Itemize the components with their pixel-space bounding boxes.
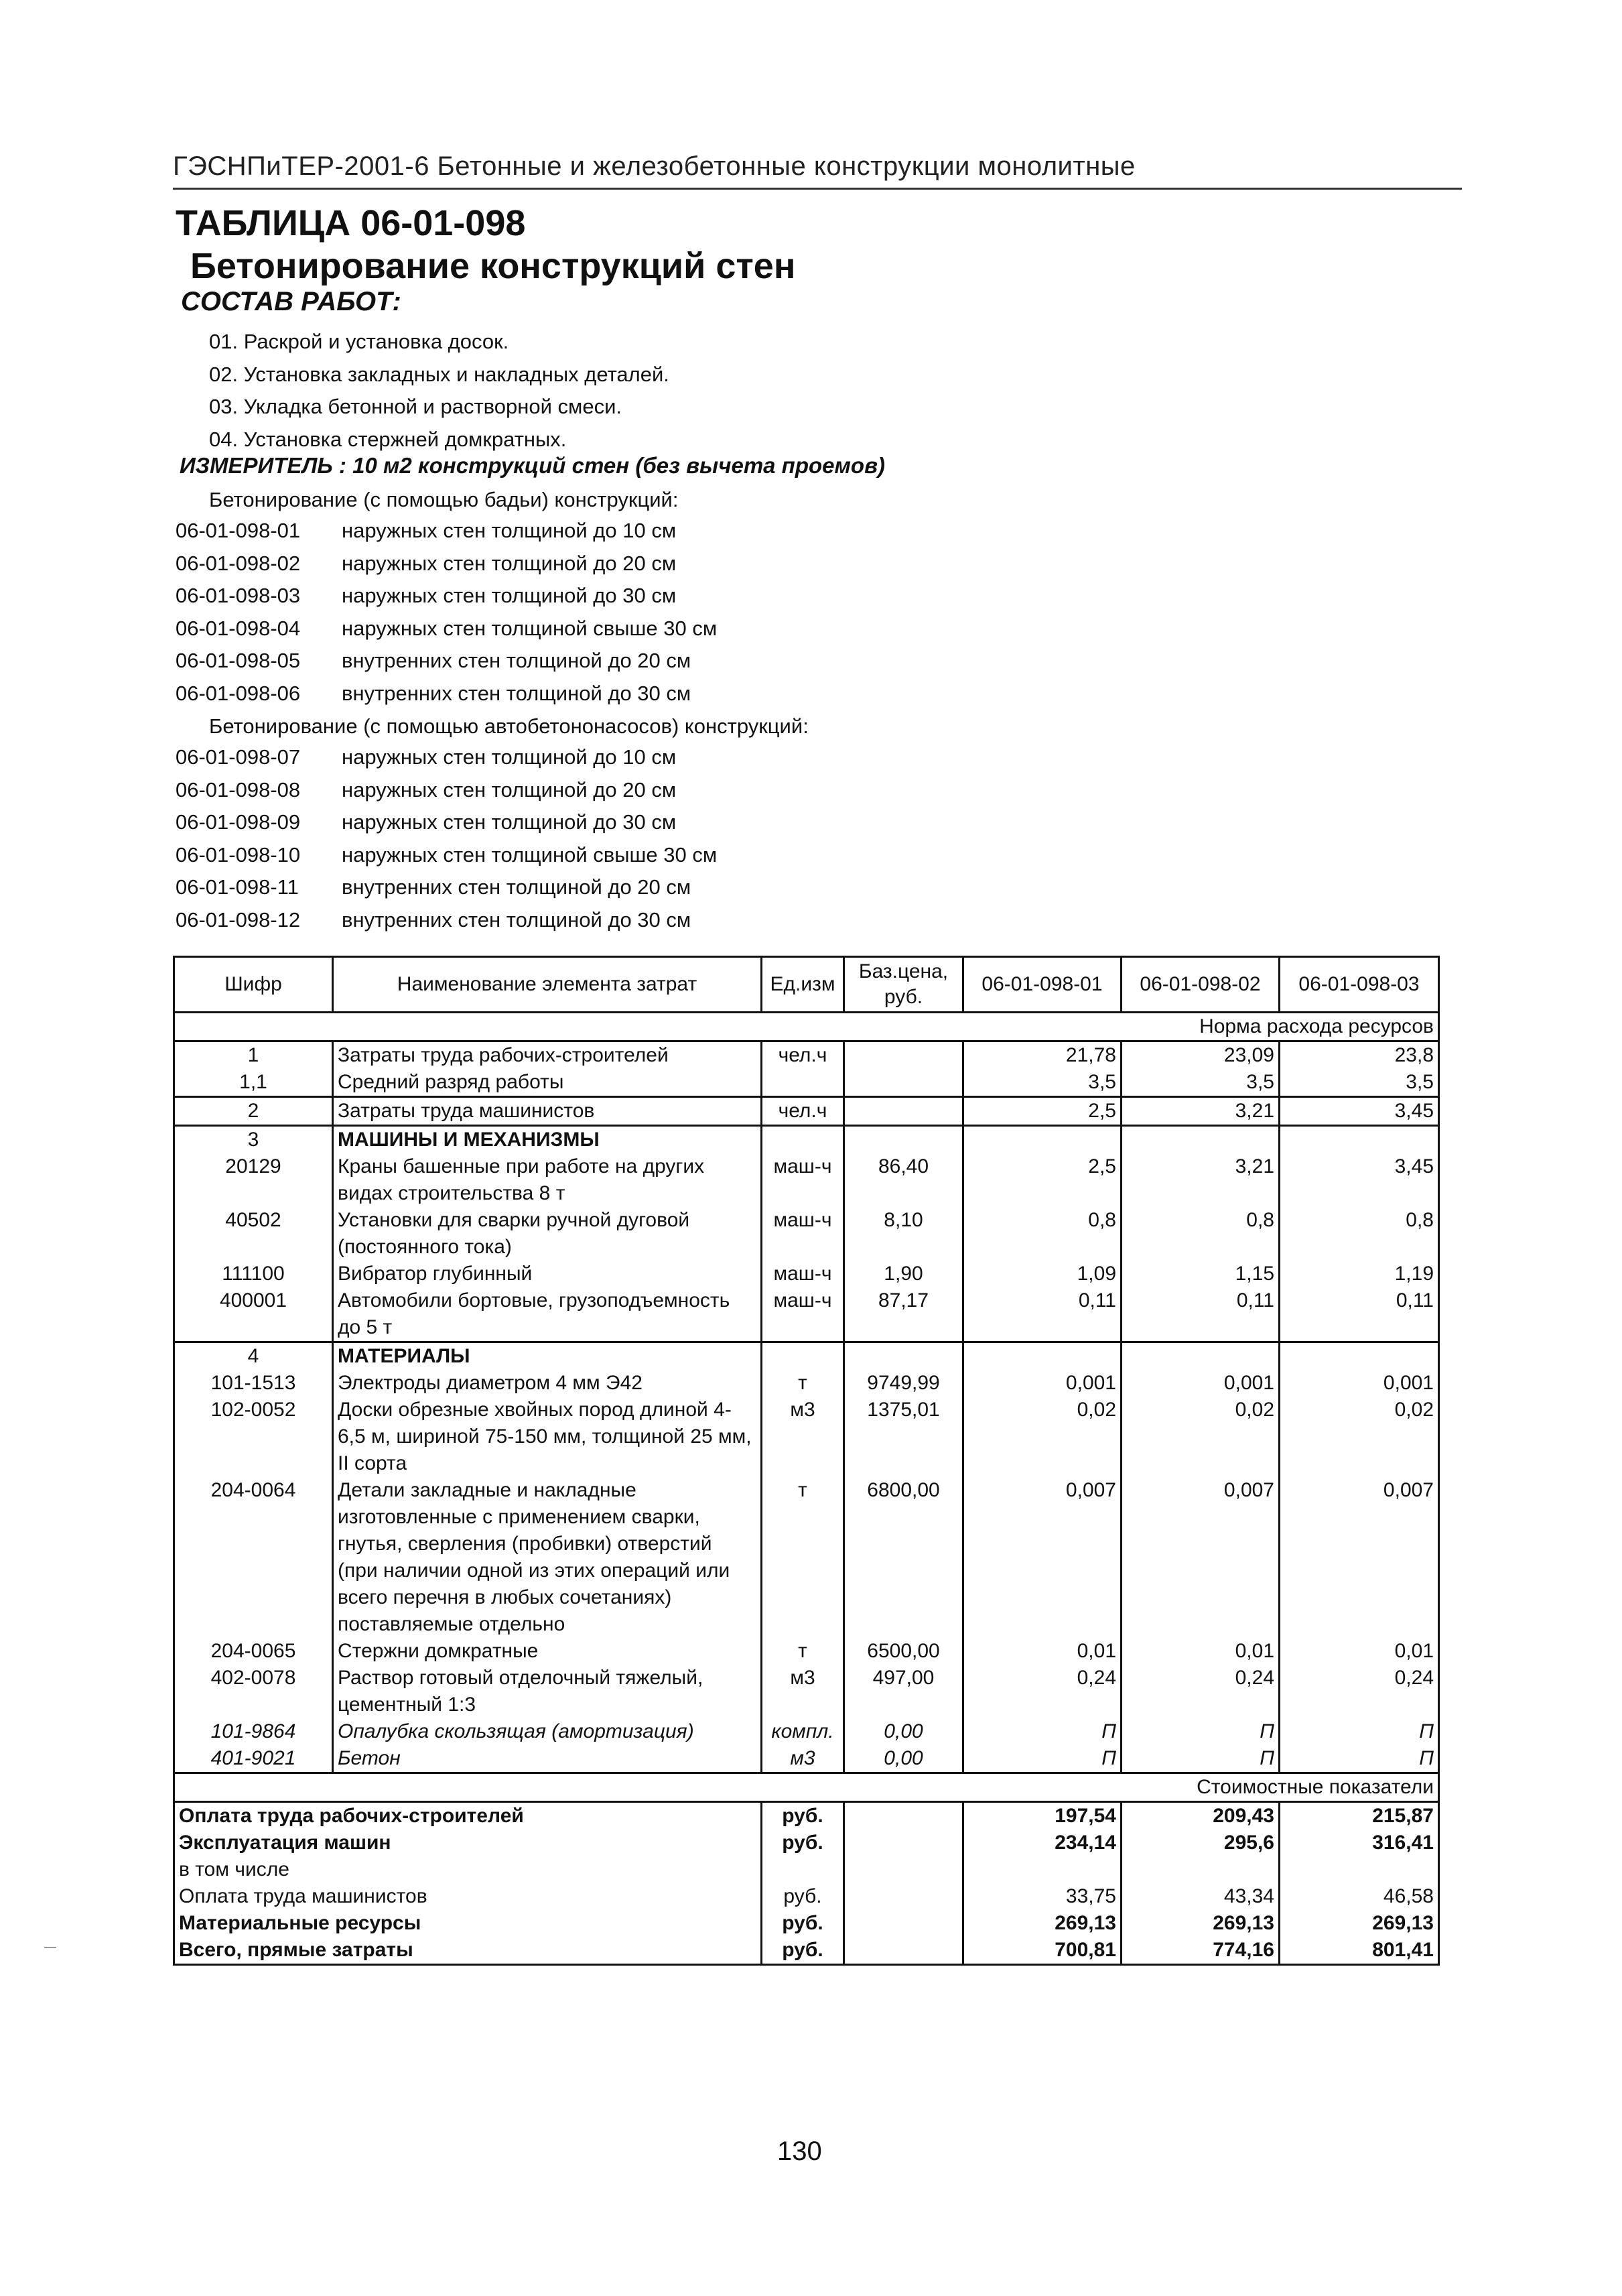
code: 06-01-098-08 — [176, 777, 301, 802]
code-text: наружных стен толщиной до 30 см — [342, 810, 677, 834]
table-row: 1 Затраты труда рабочих-строителей чел.ч 21,78 23,09 23,8 — [174, 1041, 1439, 1070]
table-row: 204-0065 Стержни домкратные т 6500,00 0,01 0,01 0,01 — [174, 1638, 1439, 1665]
table-row: 111100 Вибратор глубинный маш-ч 1,90 1,09 1,15 1,19 — [174, 1261, 1439, 1287]
code-text: внутренних стен толщиной до 20 см — [342, 875, 691, 899]
resource-cost-table — [173, 956, 1440, 1966]
code-text: наружных стен толщиной свыше 30 см — [342, 842, 718, 867]
table-row: 101-9864 Опалубка скользящая (амортизация) компл. 0,00 П П П — [174, 1718, 1439, 1745]
code: 06-01-098-05 — [176, 649, 301, 672]
code-item — [176, 904, 717, 937]
cost-row: Оплата труда машинистов руб. 33,75 43,34 46,58 — [174, 1883, 1439, 1910]
cost-row: в том числе — [174, 1856, 1439, 1883]
code-item — [176, 548, 717, 580]
table-row: 101-1513 Электроды диаметром 4 мм Э42 т 9749,99 0,001 0,001 0,001 — [174, 1370, 1439, 1397]
measure-unit: ИЗМЕРИТЕЛЬ : 10 м2 конструкций стен (без вычета проемов) — [180, 453, 886, 478]
code-item — [176, 774, 717, 807]
cost-row: Эксплуатация машин руб. 234,14 295,6 316,41 — [174, 1830, 1439, 1856]
header-name: Наименование элемента затрат — [333, 957, 762, 1013]
table-title: Бетонирование конструкций стен — [190, 246, 796, 286]
header-variant-01: 06-01-098-01 — [963, 957, 1122, 1013]
table-row: 401-9021 Бетон м3 0,00 П П П — [174, 1745, 1439, 1773]
table-row: 400001 Автомобили бортовые, грузоподъемность до 5 т маш-ч 87,17 0,11 0,11 0,11 — [174, 1287, 1439, 1342]
composition-list — [209, 326, 669, 456]
running-header: ГЭСНПиТЕР-2001-6 Бетонные и железобетонные конструкции монолитные — [173, 151, 1136, 181]
composition-item: 02. Установка закладных и накладных деталей. — [209, 362, 669, 386]
code-text: наружных стен толщиной до 30 см — [342, 584, 677, 607]
code-item — [176, 806, 717, 839]
code-text: наружных стен толщиной до 10 см — [342, 519, 677, 542]
code: 06-01-098-12 — [176, 907, 301, 932]
code-item — [176, 580, 717, 613]
header-unit: Ед.изм — [762, 957, 844, 1013]
code-item — [176, 645, 717, 678]
code-text: наружных стен толщиной до 20 см — [342, 551, 677, 575]
table-number: ТАБЛИЦА 06-01-098 — [176, 203, 526, 243]
table-row: 402-0078 Раствор готовый отделочный тяжелый, цементный 1:3 м3 497,00 0,24 0,24 0,24 — [174, 1665, 1439, 1718]
group-heading: Бетонирование (с помощью автобетононасосов) конструкций: — [209, 714, 809, 738]
code-text: внутренних стен толщиной до 30 см — [342, 681, 691, 705]
header-code: Шифр — [174, 957, 333, 1013]
header-variant-03: 06-01-098-03 — [1280, 957, 1439, 1013]
code-list — [176, 515, 717, 710]
code-item — [176, 871, 717, 904]
section-row-materials: 4 МАТЕРИАЛЫ — [174, 1342, 1439, 1370]
table-row: 2 Затраты труда машинистов чел.ч 2,5 3,21 3,45 — [174, 1097, 1439, 1126]
header-rule — [173, 188, 1462, 190]
code-item — [176, 839, 717, 872]
group-heading: Бетонирование (с помощью бадьи) конструкций: — [209, 488, 679, 511]
header-price: Баз.цена, руб. — [844, 957, 963, 1013]
section-row-machines: 3 МАШИНЫ И МЕХАНИЗМЫ — [174, 1126, 1439, 1154]
code: 06-01-098-09 — [176, 810, 301, 834]
norm-band-row — [174, 1013, 1439, 1041]
cost-band: Стоимостные показатели — [174, 1773, 1439, 1802]
norm-band: Норма расхода ресурсов — [174, 1013, 1439, 1041]
table-row: 40502 Установки для сварки ручной дуговой (постоянного тока) маш-ч 8,10 0,8 0,8 0,8 — [174, 1207, 1439, 1261]
table-header-row — [174, 957, 1439, 1013]
code: 06-01-098-10 — [176, 842, 301, 867]
code: 06-01-098-04 — [176, 616, 301, 640]
code: 06-01-098-01 — [176, 519, 301, 542]
table-row: 20129 Краны башенные при работе на других видах строительства 8 т маш-ч 86,40 2,5 3,21 3,45 — [174, 1153, 1439, 1207]
cost-row-total: Всего, прямые затраты руб. 700,81 774,16 801,41 — [174, 1937, 1439, 1965]
page-number: 130 — [777, 2136, 822, 2166]
code: 06-01-098-06 — [176, 681, 301, 705]
composition-item: 04. Установка стержней домкратных. — [209, 427, 567, 451]
code-text: внутренних стен толщиной до 30 см — [342, 907, 691, 932]
code-text: наружных стен толщиной до 20 см — [342, 777, 677, 802]
composition-item: 03. Укладка бетонной и растворной смеси. — [209, 395, 622, 418]
cost-row: Оплата труда рабочих-строителей руб. 197,54 209,43 215,87 — [174, 1802, 1439, 1830]
table-row: 102-0052 Доски обрезные хвойных пород длиной 4-6,5 м, шириной 75-150 мм, толщиной 25 мм, II сорта м3 1375,01 0,02 0,02 0,02 — [174, 1397, 1439, 1477]
composition-heading: СОСТАВ РАБОТ: — [181, 287, 401, 316]
code-text: наружных стен толщиной до 10 см — [342, 745, 677, 769]
code: 06-01-098-03 — [176, 584, 301, 607]
code-text: внутренних стен толщиной до 20 см — [342, 649, 691, 672]
code-text: наружных стен толщиной свыше 30 см — [342, 616, 718, 640]
code: 06-01-098-02 — [176, 551, 301, 575]
code-item — [176, 741, 717, 774]
composition-item: 01. Раскрой и установка досок. — [209, 330, 509, 353]
code-item — [176, 613, 717, 645]
code-item — [176, 515, 717, 548]
margin-mark — [44, 1947, 56, 1948]
table-row: 204-0064 Детали закладные и накладные изготовленные с применением сварки, гнутья, сверления (пробивки) отверстий (при наличии одной из этих операций или всего перечня в любых сочетаниях) поставляемые отдельно т 6800,00 0,007 0,007 0,007 — [174, 1477, 1439, 1638]
code-list — [176, 741, 717, 936]
code: 06-01-098-07 — [176, 745, 301, 769]
code: 06-01-098-11 — [176, 875, 299, 899]
code-item — [176, 678, 717, 710]
cost-row: Материальные ресурсы руб. 269,13 269,13 269,13 — [174, 1910, 1439, 1937]
header-variant-02: 06-01-098-02 — [1122, 957, 1280, 1013]
table-row: 1,1 Средний разряд работы 3,5 3,5 3,5 — [174, 1069, 1439, 1097]
cost-band-row — [174, 1773, 1439, 1802]
